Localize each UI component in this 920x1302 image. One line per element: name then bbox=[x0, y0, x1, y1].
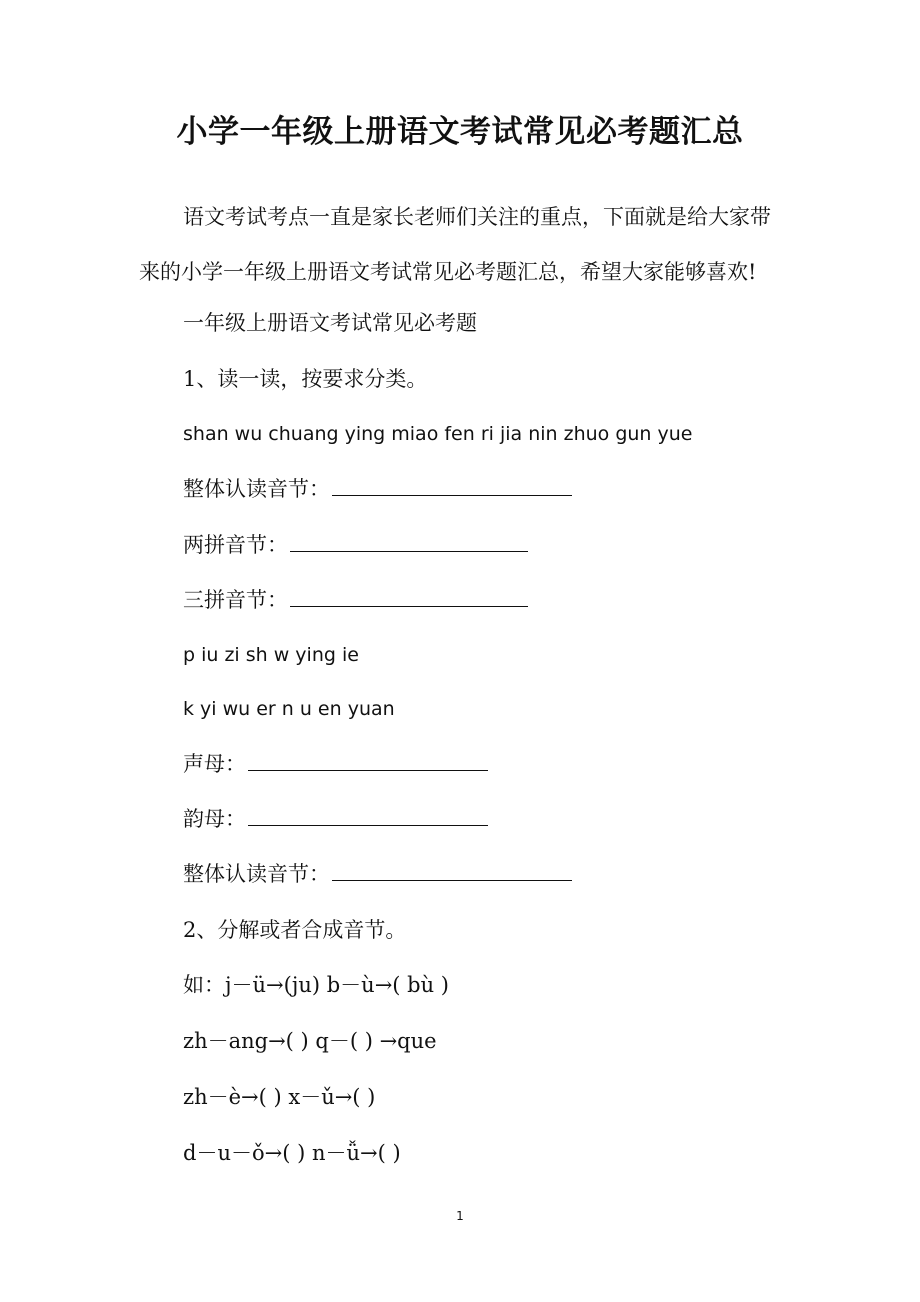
whole-syllables-label: 整体认读音节： bbox=[183, 477, 330, 501]
exercise-row-2: zh－è→( ) x－ǔ→( ) bbox=[183, 1085, 376, 1109]
whole-syllables-row-2 bbox=[183, 858, 572, 890]
example-line: 如：j－ü→(ju) b－ù→( bù ) bbox=[183, 973, 449, 997]
letters-row-1: p iu zi sh w ying ie bbox=[183, 644, 359, 666]
initials-row bbox=[183, 748, 488, 780]
letters-row-2: k yi wu er n u en yuan bbox=[183, 698, 395, 720]
two-part-syllables-row bbox=[183, 529, 528, 561]
initials-blank[interactable] bbox=[248, 748, 488, 771]
finals-blank[interactable] bbox=[248, 803, 488, 826]
finals-row bbox=[183, 803, 488, 835]
whole-syllables-blank-2[interactable] bbox=[332, 858, 572, 881]
question-2-heading: 2、分解或者合成音节。 bbox=[183, 918, 407, 942]
intro-paragraph: 语文考试考点一直是家长老师们关注的重点，下面就是给大家带来的小学一年级上册语文考试常见必考题汇总，希望大家能够喜欢! bbox=[139, 205, 771, 284]
exercise-row-1: zh－ang→( ) q－( ) →que bbox=[183, 1029, 437, 1053]
finals-label: 韵母： bbox=[183, 807, 246, 831]
question-1-heading: 1、读一读，按要求分类。 bbox=[183, 367, 428, 391]
document-title: 小学一年级上册语文考试常见必考题汇总 bbox=[176, 114, 744, 150]
three-part-syllables-row bbox=[183, 584, 528, 616]
whole-syllables-blank[interactable] bbox=[332, 473, 572, 496]
section-heading: 一年级上册语文考试常见必考题 bbox=[183, 311, 477, 335]
whole-syllables-label-2: 整体认读音节： bbox=[183, 862, 330, 886]
two-part-syllables-blank[interactable] bbox=[290, 529, 528, 552]
whole-syllables-row bbox=[183, 473, 572, 505]
two-part-syllables-label: 两拼音节： bbox=[183, 533, 288, 557]
three-part-syllables-blank[interactable] bbox=[290, 584, 528, 607]
exercise-row-3: d－u－ǒ→( ) n－ǚ→( ) bbox=[183, 1141, 401, 1165]
three-part-syllables-label: 三拼音节： bbox=[183, 588, 288, 612]
page-number: 1 bbox=[456, 1209, 464, 1223]
syllable-list: shan wu chuang ying miao fen ri jia nin zhuo gun yue bbox=[183, 423, 693, 445]
initials-label: 声母： bbox=[183, 752, 246, 776]
